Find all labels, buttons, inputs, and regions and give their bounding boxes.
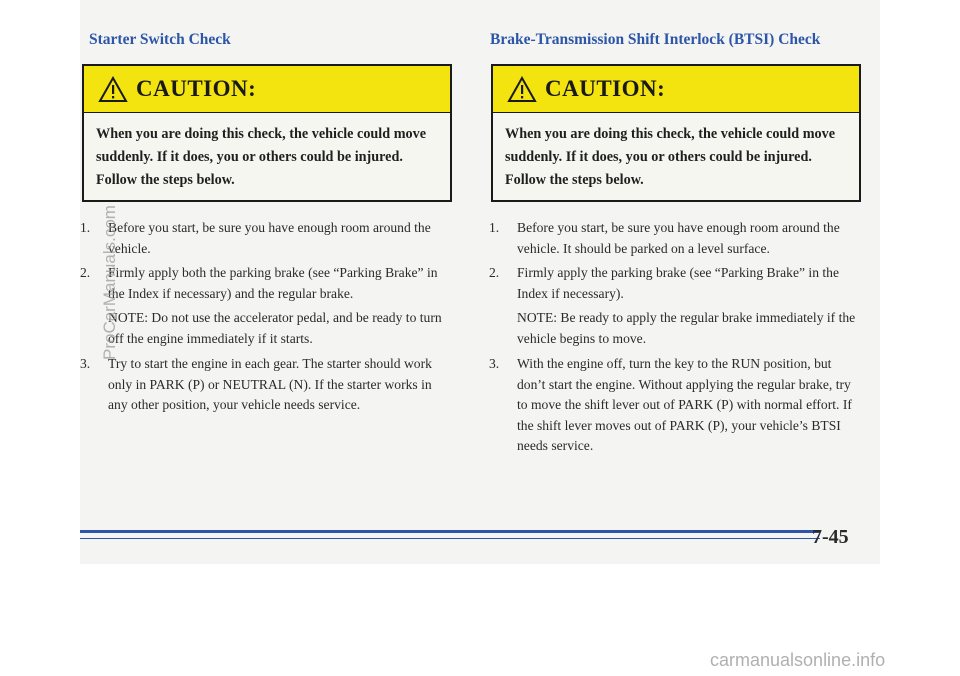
step-item xyxy=(489,354,861,457)
step-item xyxy=(489,218,861,259)
step-item xyxy=(80,263,452,304)
step-number: 1. xyxy=(489,220,500,235)
caution-box xyxy=(491,64,861,202)
step-text: Firmly apply the parking brake (see “Parking Brake” in the Index if necessary). xyxy=(517,265,839,301)
steps-list xyxy=(489,218,861,461)
bottom-watermark: carmanualsonline.info xyxy=(710,650,886,670)
caution-header xyxy=(84,66,450,113)
step-item xyxy=(80,354,452,416)
step-number: 2. xyxy=(80,265,91,280)
steps-list xyxy=(80,218,452,420)
side-watermark: ProCarManuals.com xyxy=(100,205,119,360)
caution-header xyxy=(493,66,859,113)
step-text: Firmly apply both the parking brake (see “Parking Brake” in the Index if necessary) and the regular brake. xyxy=(108,265,438,301)
step-text: Before you start, be sure you have enough room around the vehicle. It should be parked on a level surface. xyxy=(517,220,840,256)
caution-text: When you are doing this check, the vehicle could move suddenly. If it does, you or others could be injured. Follow the steps below. xyxy=(505,126,835,188)
warning-triangle-icon xyxy=(507,76,537,103)
step-text: Before you start, be sure you have enough room around the vehicle. xyxy=(108,220,431,256)
step-text: Try to start the engine in each gear. The starter should work only in PARK (P) or NEUTRAL (N). If the starter works in any other position, your vehicle needs service. xyxy=(108,356,432,412)
footer-rule-thin xyxy=(80,538,820,539)
step-item xyxy=(489,263,861,304)
step-number: 3. xyxy=(80,356,91,371)
section-title: Starter Switch Check xyxy=(89,31,231,48)
step-number: 2. xyxy=(489,265,500,280)
caution-box xyxy=(82,64,452,202)
section-title: Brake-Transmission Shift Interlock (BTSI) Check xyxy=(490,31,821,48)
page-number: 7-45 xyxy=(812,526,849,548)
caution-text: When you are doing this check, the vehicle could move suddenly. If it does, you or others could be injured. Follow the steps below. xyxy=(96,126,426,188)
footer-rule-thick xyxy=(80,530,820,533)
caution-label: CAUTION: xyxy=(136,76,257,101)
step-note: NOTE: Be ready to apply the regular brake immediately if the vehicle begins to move. xyxy=(517,310,856,346)
step-item xyxy=(80,218,452,259)
step-note: NOTE: Do not use the accelerator pedal, and be ready to turn off the engine immediately if it starts. xyxy=(108,310,442,346)
caution-label: CAUTION: xyxy=(545,76,666,101)
step-number: 3. xyxy=(489,356,500,371)
warning-triangle-icon xyxy=(98,76,128,103)
step-text: With the engine off, turn the key to the RUN position, but don’t start the engine. Without applying the regular brake, try to move the shift lever out of PARK (P) with normal effort. If the shift lever moves out of PARK (P), your vehicle’s BTSI needs service. xyxy=(517,356,852,453)
step-number: 1. xyxy=(80,220,91,235)
footer-rules xyxy=(80,530,820,542)
